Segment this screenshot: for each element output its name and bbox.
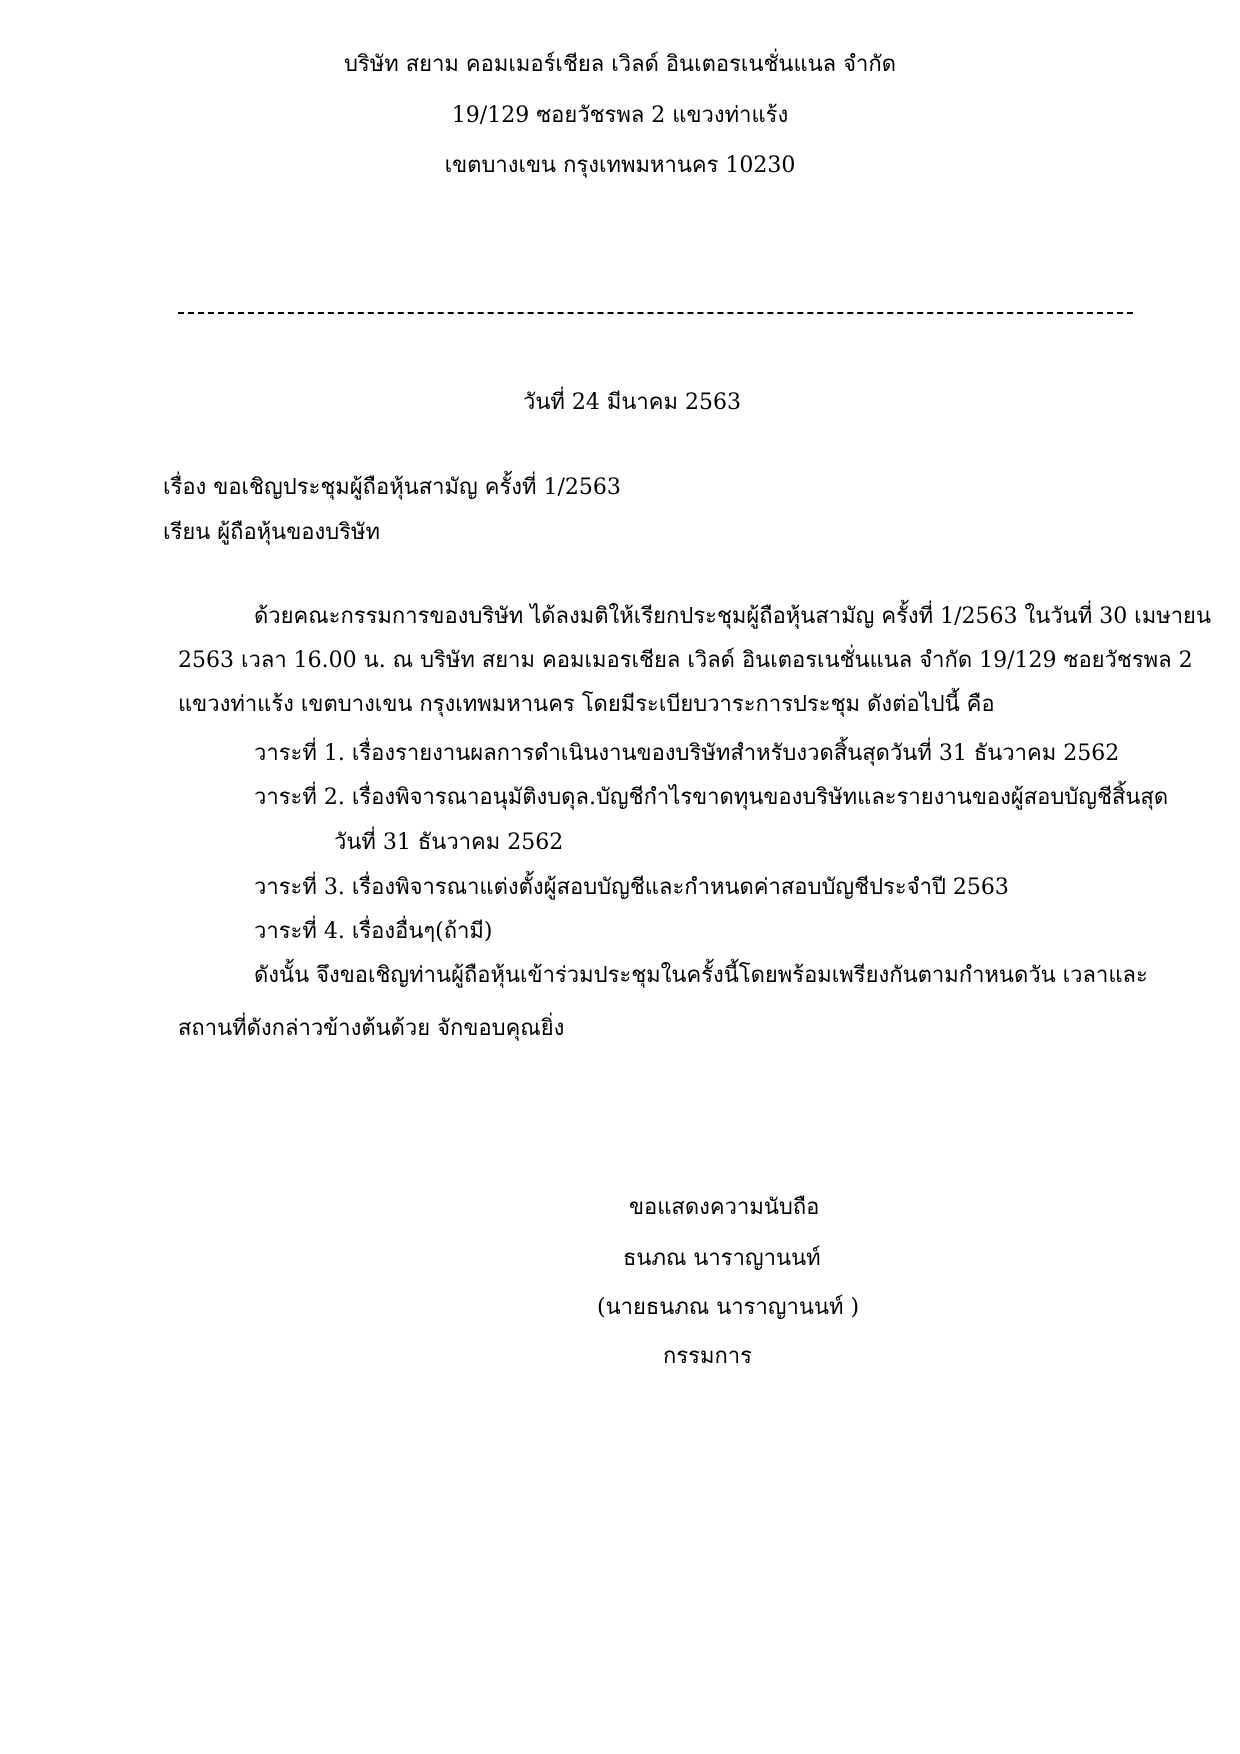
body-intro-line1: ด้วยคณะกรรมการของบริษัท ได้ลงมติให้เรียกประชุมผู้ถือหุ้นสามัญ ครั้งที่ 1/2563 ในวันที่ 30 เมษายน bbox=[254, 604, 1211, 629]
signature-printed-name: (นายธนภณ นาราญานนท์ ) bbox=[597, 1295, 860, 1320]
company-address-line1: 19/129 ซอยวัชรพล 2 แขวงท่าแร้ง bbox=[451, 103, 789, 128]
closing-line2: สถานที่ดังกล่าวข้างต้นด้วย จักขอบคุณยิ่ง bbox=[178, 1016, 565, 1041]
letter-subject: เรื่อง ขอเชิญประชุมผู้ถือหุ้นสามัญ ครั้งที่ 1/2563 bbox=[163, 475, 621, 500]
signature-name: ธนภณ นาราญานนท์ bbox=[623, 1246, 821, 1271]
company-name: บริษัท สยาม คอมเมอร์เชียล เวิลด์ อินเตอรเนชั่นแนล จำกัด bbox=[343, 52, 897, 77]
company-address-line2: เขตบางเขน กรุงเทพมหานคร 10230 bbox=[444, 153, 796, 178]
closing-line1: ดังนั้น จึงขอเชิญท่านผู้ถือหุ้นเข้าร่วมประชุมในครั้งนี้โดยพร้อมเพรียงกันตามกำหนดวัน เวลาและ bbox=[254, 963, 1148, 988]
letter-recipient: เรียน ผู้ถือหุ้นของบริษัท bbox=[163, 520, 381, 545]
agenda-item-3: วาระที่ 3. เรื่องพิจารณาแต่งตั้งผู้สอบบัญชีและกำหนดค่าสอบบัญชีประจำปี 2563 bbox=[254, 875, 1009, 900]
header-divider bbox=[178, 312, 1133, 314]
letter-date: วันที่ 24 มีนาคม 2563 bbox=[523, 390, 741, 415]
agenda-item-2: วาระที่ 2. เรื่องพิจารณาอนุมัติงบดุล.บัญชีกำไรขาดทุนของบริษัทและรายงานของผู้สอบบัญชีสิ้นสุด bbox=[254, 785, 1169, 810]
signature-position: กรรมการ bbox=[663, 1344, 752, 1369]
body-intro-line3: แขวงท่าแร้ง เขตบางเขน กรุงเทพมหานคร โดยมีระเบียบวาระการประชุม ดังต่อไปนี้ คือ bbox=[178, 692, 995, 717]
agenda-item-4: วาระที่ 4. เรื่องอื่นๆ(ถ้ามี) bbox=[254, 919, 493, 944]
agenda-item-1: วาระที่ 1. เรื่องรายงานผลการดำเนินงานของบริษัทสำหรับงวดสิ้นสุดวันที่ 31 ธันวาคม 2562 bbox=[254, 741, 1120, 766]
signature-regards: ขอแสดงความนับถือ bbox=[629, 1195, 820, 1220]
agenda-item-2-continued: วันที่ 31 ธันวาคม 2562 bbox=[334, 830, 564, 855]
body-intro-line2: 2563 เวลา 16.00 น. ณ บริษัท สยาม คอมเมอรเชียล เวิลด์ อินเตอรเนชั่นแนล จำกัด 19/129 ซอยวัชรพล 2 bbox=[178, 648, 1193, 673]
